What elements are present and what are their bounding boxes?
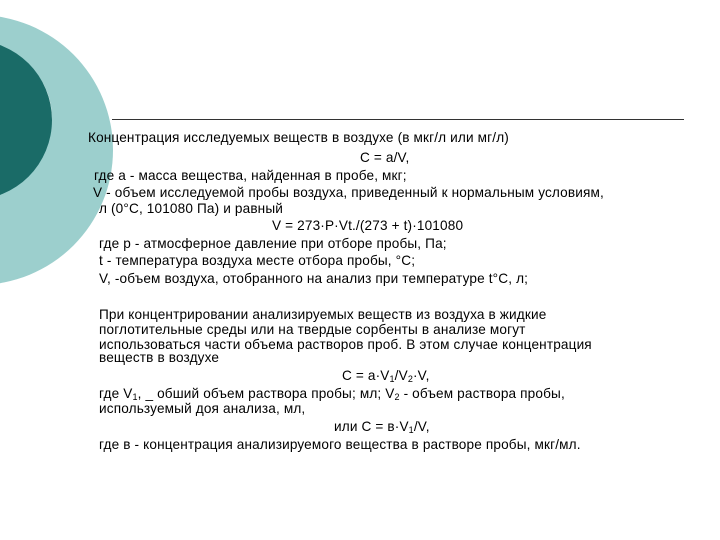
a-definition: где а - масса вещества, найденная в пробе, мкг;: [94, 168, 407, 183]
v-definition-line1: V - объем исследуемой пробы воздуха, приведенный к нормальным условиям,: [93, 185, 604, 200]
v1-v2-definition: [99, 386, 565, 402]
subscript-1: 1: [389, 374, 395, 384]
horizontal-rule: [112, 119, 684, 120]
subscript-2: 2: [394, 392, 400, 402]
formula-c-b-v1-v: [334, 419, 430, 435]
formula4-part-a: или С = в·V: [334, 419, 409, 434]
t-definition: t - температура воздуха месте отбора пробы, °С;: [99, 253, 416, 268]
paragraph-line4: веществ в воздухе: [99, 350, 220, 365]
formula-c-v1-v2: [342, 368, 430, 384]
v1-def-part-a: где V: [99, 386, 133, 401]
paragraph-line2: поглотительные среды или на твердые сорбенты в анализе могут: [99, 322, 526, 337]
v1-definition-line2: используемый доя анализа, мл,: [99, 401, 306, 416]
v1-def-part-b: , _ обший объем раствора пробы; мл; V: [137, 386, 395, 401]
formula4-part-b: /V,: [413, 419, 430, 434]
formula-v-normalized: V = 273·Р·Vt./(273 + t)·101080: [272, 218, 464, 233]
subscript-2: 2: [407, 374, 413, 384]
heading-text: Концентрация исследуемых веществ в воздухе (в мкг/л или мг/л): [88, 130, 509, 145]
vt-definition: V, -объем воздуха, отобранного на анализ при температуре t°С, л;: [99, 271, 529, 286]
p-definition: где р - атмосферное давление при отборе пробы, Па;: [99, 236, 447, 251]
subscript-1: 1: [132, 392, 138, 402]
formula3-part-b: /V: [394, 368, 408, 383]
v1-def-part-c: - объем раствора пробы,: [399, 386, 565, 401]
v-definition-line2: л (0°С, 101080 Па) и равный: [99, 201, 284, 216]
subscript-1: 1: [408, 425, 414, 435]
formula-c-equals-a-over-v: С = а/V,: [360, 150, 410, 165]
formula3-part-c: ·V,: [412, 368, 430, 383]
paragraph-line3: использоваться части объема растворов проб. В этом случае концентрация: [99, 337, 592, 352]
paragraph-line1: При концентрировании анализируемых веществ из воздуха в жидкие: [99, 307, 547, 322]
formula3-part-a: С = а·V: [342, 368, 390, 383]
b-definition: где в - концентрация анализируемого вещества в растворе пробы, мкг/мл.: [99, 437, 581, 452]
